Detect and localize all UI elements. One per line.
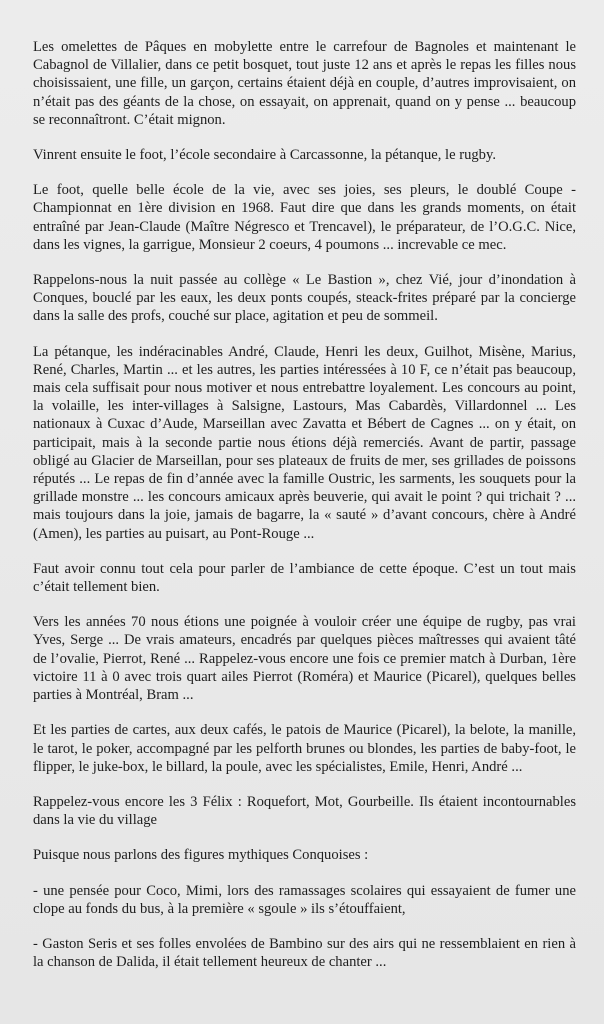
paragraph: Vinrent ensuite le foot, l’école secondaire à Carcassonne, la pétanque, le rugby. <box>33 147 496 164</box>
paragraph: Le foot, quelle belle école de la vie, avec ses joies, ses pleurs, le doublé Coupe - Championnat en 1ère division en 1968. Faut dire que dans les grands moments, on était entraîné par Jean-Claude (Maître Négresco et Trencavel), le préparateur, de l’O.G.C. Nice, dans les vignes, la garrigue, Monsieur 2 coeurs, 4 poumons ... increvable ce mec. <box>33 182 576 253</box>
paragraph: Vers les années 70 nous étions une poignée à vouloir créer une équipe de rugby, pas vrai Yves, Serge ... De vrais amateurs, encadrés par quelques pièces maîtresses qui avaient tâté de l’ovalie, Pierrot, René ... Rappelez-vous encore une fois ce premier match à Durban, 1ère victoire 11 à 0 avec trois quart ailes Pierrot (Roméra) et Maurice (Picarel), quelques belles parties à Montréal, Bram ... <box>33 614 576 704</box>
paragraph: La pétanque, les indéracinables André, Claude, Henri les deux, Guilhot, Misène, Marius, René, Charles, Martin ... et les autres, les parties intéressées à 10 F, ce n’était pas beaucoup, mais cela suffisait pour nous motiver et nous entrebattre loyalement. Les concours au point, la volaille, les inter-villages à Salsigne, Lastours, Mas Cabardès, Villardonnel ... Les nationaux à Cuxac d’Aude, Marseillan avec Zavatta et Bébert de Cagnes ... on y était, on participait, mais à la seconde partie nous étions déjà remerciés. Avant de partir, passage obligé au Glacier de Marseillan, pour ses plateaux de fruits de mer, ses grillades de poissons réputés ... Le repas de fin d’année avec la famille Oustric, les sarments, les souquets pour la grillade monstre ... les concours amicaux après beuverie, qui avait le point ? qui trichait ? ... mais toujours dans la joie, jamais de bagarre, la « sauté » d’avant concours, chère à André (Amen), les parties au puisart, au Pont-Rouge ... <box>33 343 576 542</box>
paragraph: Rappelez-vous encore les 3 Félix : Roquefort, Mot, Gourbeille. Ils étaient incontournables dans la vie du village <box>33 793 576 829</box>
paragraph: - Gaston Seris et ses folles envolées de Bambino sur des airs qui ne ressemblaient en rien à la chanson de Dalida, il était tellement heureux de chanter ... <box>33 935 576 971</box>
paragraph: - une pensée pour Coco, Mimi, lors des ramassages scolaires qui essayaient de fumer une clope au fonds du bus, à la première « sgoule » ils s’étouffaient, <box>33 882 576 917</box>
paragraph: Et les parties de cartes, aux deux cafés, le patois de Maurice (Picarel), la belote, la manille, le tarot, le poker, accompagné par les pelforth brunes ou blondes, les parties de baby-foot, le flipper, le juke-box, le billard, la poule, avec les spécialistes, Emile, Henri, André ... <box>33 722 576 775</box>
paragraph: Faut avoir connu tout cela pour parler de l’ambiance de cette époque. C’est un tout mais c’était tellement bien. <box>33 560 576 596</box>
paragraph: Rappelons-nous la nuit passée au collège « Le Bastion », chez Vié, jour d’inondation à Conques, bouclé par les eaux, les deux ponts coupés, steack-frites préparé par la concierge dans la salle des profs, couché sur place, agitation et peu de sommeil. <box>33 272 576 325</box>
paragraph: Puisque nous parlons des figures mythiques Conquoises : <box>33 847 369 864</box>
paragraph: Les omelettes de Pâques en mobylette entre le carrefour de Bagnoles et maintenant le Cabagnol de Villalier, dans ce petit bosquet, tout juste 12 ans et après le repas les filles nous choisissaient, une fille, un garçon, certains étaient déjà en couple, d’autres improvisaient, on n’était pas des géants de la chose, on essayait, on apprenait, quand on y pense ... beaucoup se reconnaîtront. C’était mignon. <box>33 39 576 128</box>
